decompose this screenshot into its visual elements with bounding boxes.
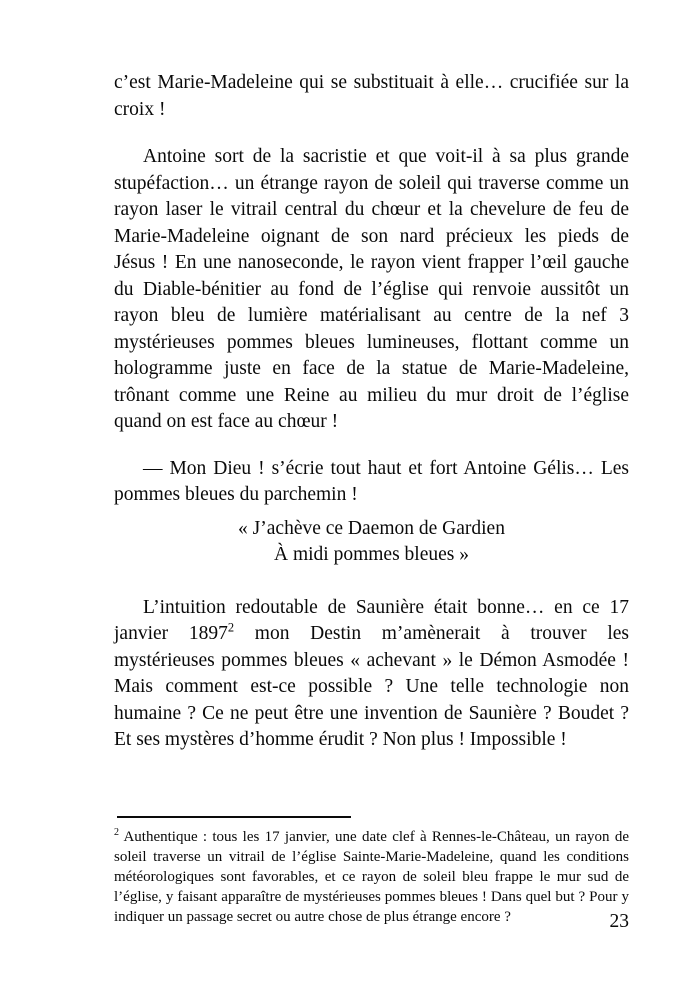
text-line: Jésus ! En une nanoseconde, le rayon vient frapper l’œil gauche bbox=[114, 252, 629, 273]
footnote-separator-rule bbox=[117, 816, 351, 818]
text-segment: janvier 1897 bbox=[114, 623, 228, 644]
text-line: croix ! bbox=[114, 98, 166, 120]
quote-line: À midi pommes bleues » bbox=[274, 544, 469, 565]
text-segment: Authentique : tous les 17 janvier, une date clef à Rennes-le-Château, un rayon de bbox=[119, 829, 629, 845]
text-line: humaine ? Ce ne peut être une invention de Saunière ? Boudet ? bbox=[114, 702, 629, 724]
text-line: trônant comme une Reine au milieu du mur droit de l’église bbox=[114, 384, 629, 406]
text-line: du Diable-bénitier au fond de l’église qui renvoie aussitôt un bbox=[114, 278, 629, 300]
text-line: pommes bleues du parchemin ! bbox=[114, 484, 358, 505]
paragraph-antoine bbox=[114, 144, 629, 436]
text-line-with-footnote-ref bbox=[114, 621, 629, 648]
footnote-section bbox=[114, 816, 629, 927]
text-line: Antoine sort de la sacristie et que voit-il à sa plus grande bbox=[143, 146, 629, 167]
text-line: Marie-Madeleine oignant de son nard précieux les pieds de bbox=[114, 225, 629, 247]
page-body bbox=[114, 70, 629, 754]
page-number: 23 bbox=[609, 911, 629, 932]
paragraph-continuation bbox=[114, 70, 629, 123]
text-line: quand on est face au chœur ! bbox=[114, 411, 339, 432]
footnote-line: météorologiques sont favorables, et ce rayon de soleil bleu frappe le mur sud de bbox=[114, 869, 629, 885]
footnote-line: indiquer un passage secret ou autre chose de plus étrange encore ? bbox=[114, 909, 511, 925]
quote-line: « J’achève ce Daemon de Gardien bbox=[238, 517, 505, 539]
text-line: hologramme juste en face de la statue de Marie-Madeleine, bbox=[114, 358, 629, 379]
text-line: mystérieuses pommes bleues lumineuses, flottant comme un bbox=[114, 331, 629, 353]
footnote-text bbox=[114, 827, 629, 927]
text-line: — Mon Dieu ! s’écrie tout haut et fort Antoine Gélis… Les bbox=[143, 457, 629, 479]
text-line: Et ses mystères d’homme érudit ? Non plus ! Impossible ! bbox=[114, 729, 567, 750]
text-line: stupéfaction… un étrange rayon de soleil qui traverse comme un bbox=[114, 172, 629, 194]
paragraph-intuition bbox=[114, 595, 629, 754]
text-line: Mais comment est-ce possible ? Une telle technologie non bbox=[114, 676, 629, 697]
text-line: c’est Marie-Madeleine qui se substituait à elle… crucifiée sur la bbox=[114, 72, 629, 93]
text-line: rayon bleu de lumière matérialisant au centre de la nef 3 bbox=[114, 305, 629, 326]
footnote-number: 2 bbox=[114, 827, 119, 838]
footnote-line: l’église, y faisant apparaître de mystérieuses pommes bleues ! Dans quel but ? Pour y bbox=[114, 889, 629, 905]
text-line: L’intuition redoutable de Saunière était bonne… en ce 17 bbox=[143, 596, 629, 618]
footnote-line bbox=[114, 827, 629, 847]
text-segment: mon Destin m’amènerait à trouver les bbox=[234, 623, 630, 644]
text-line: rayon laser le vitrail central du chœur et la chevelure de feu de bbox=[114, 199, 629, 220]
footnote-reference-marker: 2 bbox=[227, 620, 235, 635]
paragraph-dialogue bbox=[114, 456, 629, 509]
centered-verse-quote bbox=[114, 516, 629, 569]
text-line: mystérieuses pommes bleues « achevant » le Démon Asmodée ! bbox=[114, 649, 629, 671]
footnote-line: soleil traverse un vitrail de l’église Sainte-Marie-Madeleine, quand les conditions bbox=[114, 849, 629, 865]
